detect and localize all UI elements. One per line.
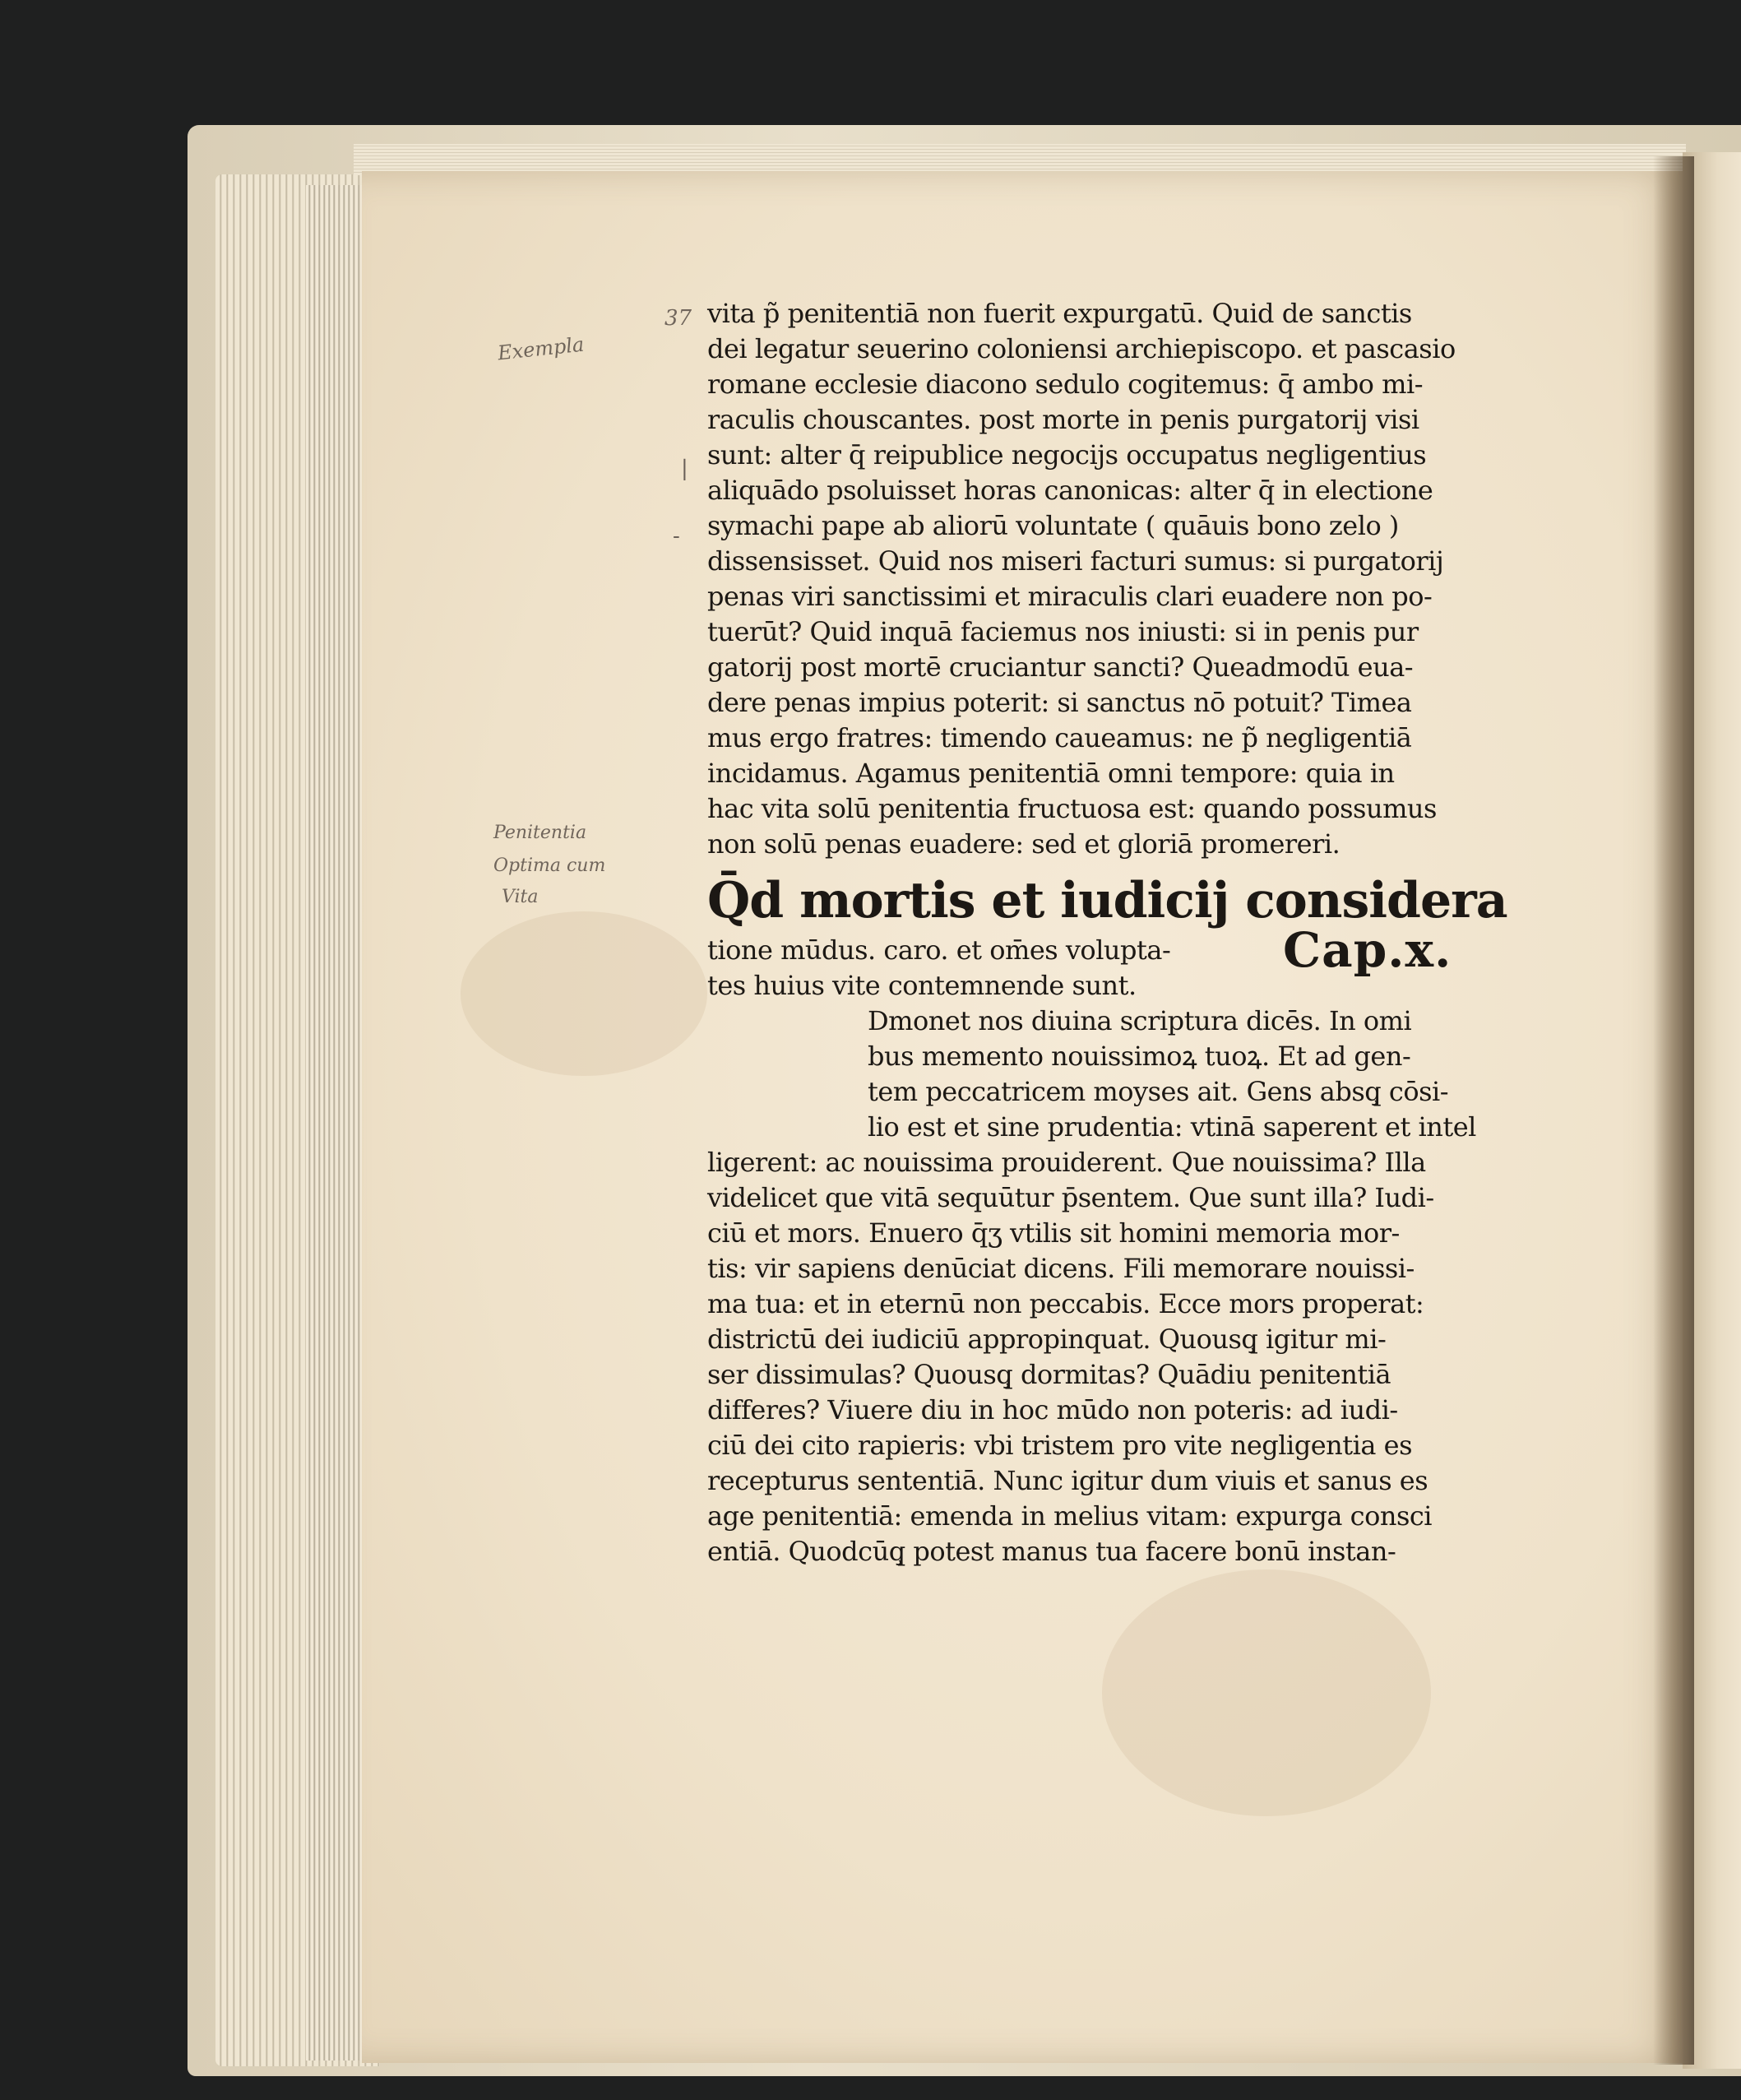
text-line: aliquādo psoluisset horas canonicas: alter q̄ in electione (707, 475, 1433, 506)
margin-note-optima: Optima cum (493, 855, 606, 876)
chapter-heading: Q̄d mortis et iudicij considera (707, 872, 1507, 929)
text-line: mus ergo fratres: timendo caueamus: ne p̃ negligentiā (707, 722, 1412, 753)
text-line: incidamus. Agamus penitentiā omni tempore: quia in (707, 758, 1395, 789)
text-line: tuerūt? Quid inquā faciemus nos iniusti: si in penis pur (707, 616, 1419, 647)
margin-dash: - (673, 524, 680, 549)
text-line: hac vita solū penitentia fructuosa est: quando possumus (707, 793, 1437, 824)
text-line: ligerent: ac nouissima prouiderent. Que nouissima? Illa (707, 1147, 1426, 1178)
text-line: age penitentiā: emenda in melius vitam: expurga consci (707, 1500, 1433, 1532)
text-line: differes? Viuere diu in hoc mūdo non poteris: ad iudi- (707, 1394, 1398, 1425)
text-line: ma tua: et in eternū non peccabis. Ecce mors properat: (707, 1288, 1424, 1319)
text-line: romane ecclesie diacono sedulo cogitemus: q̄ ambo mi- (707, 369, 1423, 400)
text-line: raculis chouscantes. post morte in penis purgatorij visi (707, 404, 1419, 435)
text-line: districtū dei iudiciū appropinquat. Quousq̧ igitur mi- (707, 1324, 1387, 1355)
text-line: videlicet que vitā sequūtur p̄sentem. Que sunt illa? Iudi- (707, 1182, 1434, 1213)
text-line: entiā. Quodcūq̧ potest manus tua facere bonū instan- (707, 1536, 1396, 1567)
text-line: dere penas impius poterit: si sanctus nō potuit? Timea (707, 687, 1412, 718)
margin-note-exempla: Exempla (496, 332, 586, 365)
text-line: dei legatur seuerino coloniensi archiepiscopo. et pascasio (707, 333, 1456, 364)
margin-numeral: 37 (664, 306, 692, 331)
subheading-line: tione mūdus. caro. et om̄es volupta- (707, 934, 1171, 966)
margin-note-penitentia: Penitentia (493, 823, 587, 843)
text-line: penas viri sanctissimi et miraculis clari euadere non po- (707, 581, 1433, 612)
text-line: ciū dei cito rapieris: vbi tristem pro vite negligentia es (707, 1430, 1412, 1461)
margin-tick: | (681, 457, 688, 481)
text-line: recepturus sententiā. Nunc igitur dum viuis et sanus es (707, 1465, 1428, 1496)
text-line: bus memento nouissimoꝝ tuoꝝ. Et ad gen- (868, 1041, 1411, 1072)
chapter-label: Cap.x. (1283, 922, 1452, 978)
text-line: sunt: alter q̄ reipublice negocijs occupatus negligentius (707, 439, 1427, 471)
text-line: gatorij post mortē cruciantur sancti? Queadmodū eua- (707, 651, 1414, 683)
text-line: Dmonet nos diuina scriptura dicēs. In omi (868, 1005, 1412, 1036)
text-line: symachi pape ab aliorū voluntate ( quāuis bono zelo ) (707, 510, 1399, 541)
text-line: dissensisset. Quid nos miseri facturi sumus: si purgatorij (707, 545, 1444, 577)
text-line: ser dissimulas? Quousq̧ dormitas? Quādiu penitentiā (707, 1359, 1391, 1390)
text-line: ciū et mors. Enuero q̄ʒ vtilis sit homini memoria mor- (707, 1217, 1400, 1249)
chapter-subheading-block (707, 922, 1513, 1004)
paper-stain (461, 911, 707, 1076)
printed-text-block (707, 296, 1513, 1569)
book-gutter (1653, 156, 1694, 2065)
subheading-line: tes huius vite contemnende sunt. (707, 970, 1137, 1001)
text-line: tis: vir sapiens denūciat dicens. Fili memorare nouissi- (707, 1253, 1415, 1284)
text-line: tem peccatricem moyses ait. Gens absq̧ cōsi- (868, 1076, 1449, 1107)
text-line: vita p̃ penitentiā non fuerit expurgatū. Quid de sanctis (707, 298, 1412, 329)
text-line: non solū penas euadere: sed et gloriā promereri. (707, 828, 1340, 860)
text-line: lio est et sine prudentia: vtinā saperent et intel (868, 1111, 1476, 1143)
margin-note-vita: Vita (502, 887, 539, 907)
paper-stain (1102, 1569, 1431, 1816)
